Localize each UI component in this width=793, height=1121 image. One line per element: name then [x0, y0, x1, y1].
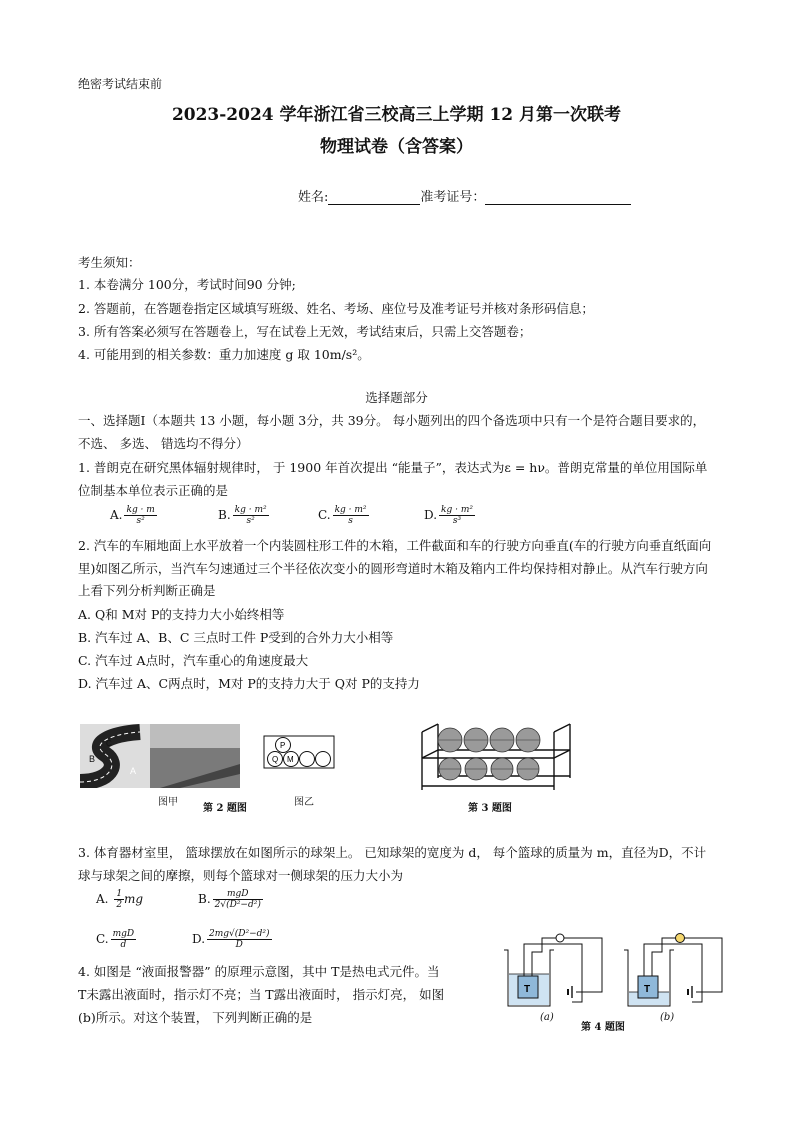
notes-heading: 考生须知：	[78, 255, 141, 270]
q3-stem: 3. 体育器材室里， 篮球摆放在如图所示的球架上。 已知球架的宽度为 d， 每个篮球的质量为 m，直径为D，不计球与球架之间的摩擦，则每个篮球对一侧球架的压力大小为	[78, 845, 707, 883]
secret-label: 绝密考试结束前	[78, 77, 163, 91]
q1-stem: 1. 普朗克在研究黑体辐射规律时， 于 1900 年首次提出 “能量子”，表达式为ε = hν。普朗克常量的单位用国际单位制基本单位表示正确的是	[78, 460, 708, 498]
fig-yi-label: 图乙	[294, 797, 314, 808]
fig3-caption: 第 3 题图	[468, 803, 512, 814]
q3-option-c[interactable]: C. $\frac{\text{mgD}}{d}$	[96, 929, 135, 950]
name-id-bar	[298, 186, 631, 205]
name-field[interactable]	[328, 190, 420, 205]
q4-stem-line2: T未露出液面时，指示灯不亮；当 T露出液面时， 指示灯亮， 如图	[78, 987, 445, 1002]
exam-title: 2023-2024 学年浙江省三校高三上学期 12 月第一次联考	[171, 105, 622, 125]
road-label-a: A	[130, 766, 137, 776]
workpiece-circles-diagram	[262, 730, 338, 770]
element-t-a: T	[524, 984, 531, 995]
fig4-label-b: (b)	[660, 1012, 675, 1023]
name-label: 姓名:	[298, 190, 329, 205]
q3-option-a[interactable]: A. $\frac{1}{2}$ mg	[96, 889, 144, 910]
q1-option-c[interactable]: C. $\frac{\text{kg · m²}}{s}$	[318, 505, 367, 526]
q1-option-b[interactable]: B. $\frac{\text{kg · m²}}{\text{s²}}$	[218, 505, 267, 526]
q2-option-d[interactable]: D. 汽车过 A、C两点时，M对 P的支持力大于 Q对 P的支持力	[78, 676, 420, 691]
bulb-off-icon	[556, 934, 564, 942]
fig-jia-label: 图甲	[158, 797, 178, 808]
road-curve-photo	[80, 724, 240, 788]
q3-option-d[interactable]: D. $\frac{\text{2mg√(D²−d²)}}{D}$	[192, 929, 270, 950]
exam-subtitle: 物理试卷（含答案）	[320, 137, 473, 157]
bulb-on-icon	[676, 934, 685, 943]
fig2-caption: 第 2 题图	[203, 803, 247, 814]
id-field[interactable]	[485, 190, 631, 205]
basketball-rack-diagram	[418, 722, 574, 792]
alarm-circuit-b	[618, 930, 730, 1012]
q3-option-b[interactable]: B. $\frac{\text{mgD}}{\text{2√(D²−d²)}}$	[198, 889, 261, 910]
q1-option-d[interactable]: D. $\frac{\text{kg · m²}}{\text{s³}}$	[424, 505, 473, 526]
q2-option-a[interactable]: A. Q和 M对 P的支持力大小始终相等	[78, 607, 285, 622]
section-title: 选择题部分	[365, 390, 428, 405]
section-instructions: 一、选择题Ⅰ（本题共 13 小题，每小题 3分，共 39分。 每小题列出的四个备选项中只有一个是符合题目要求的， 不选、 多选、 错选均不得分）	[78, 413, 706, 451]
alarm-circuit-a	[498, 930, 610, 1012]
q2-option-c[interactable]: C. 汽车过 A点时，汽车重心的角速度最大	[78, 653, 309, 668]
circle-label-m: M	[287, 755, 294, 764]
note-item: 4. 可能用到的相关参数：重力加速度 g 取 10m/s²。	[78, 347, 370, 362]
q4-stem-line1: 4. 如图是 “液面报警器” 的原理示意图，其中 T是热电式元件。当	[78, 964, 440, 979]
fig4-label-a: (a)	[540, 1012, 554, 1023]
note-item: 2. 答题前，在答题卷指定区域填写班级、姓名、考场、座位号及准考证号并核对条形码信息；	[78, 301, 594, 316]
note-item: 1. 本卷满分 100分，考试时间90 分钟;	[78, 277, 296, 292]
q4-stem-line3: (b)所示。对这个装置， 下列判断正确的是	[78, 1010, 313, 1025]
q2-option-b[interactable]: B. 汽车过 A、B、C 三点时工件 P受到的合外力大小相等	[78, 630, 394, 645]
fig4-caption: 第 4 题图	[581, 1022, 625, 1033]
q1-option-a[interactable]: A. $\frac{kg \cdot m}{\text{s²}}$	[110, 505, 155, 526]
road-label-b: B	[89, 754, 96, 764]
circle-label-q: Q	[272, 755, 279, 764]
element-t-b: T	[644, 984, 651, 995]
q2-stem: 2. 汽车的车厢地面上水平放着一个内装圆柱形工件的木箱，工件截面和车的行驶方向垂直(车的行驶方向垂直纸面向里)如图乙所示，当汽车匀速通过三个半径依次变小的圆形弯道时木箱及箱内工件均保持相对静止。从汽车行驶方向上看下列分析判断正确是	[78, 538, 712, 598]
id-label: 准考证号：	[420, 190, 486, 205]
note-item: 3. 所有答案必须写在答题卷上，写在试卷上无效，考试结束后，只需上交答题卷；	[78, 324, 532, 339]
circle-label-p: P	[280, 741, 286, 750]
road-label-c: C	[106, 739, 112, 748]
